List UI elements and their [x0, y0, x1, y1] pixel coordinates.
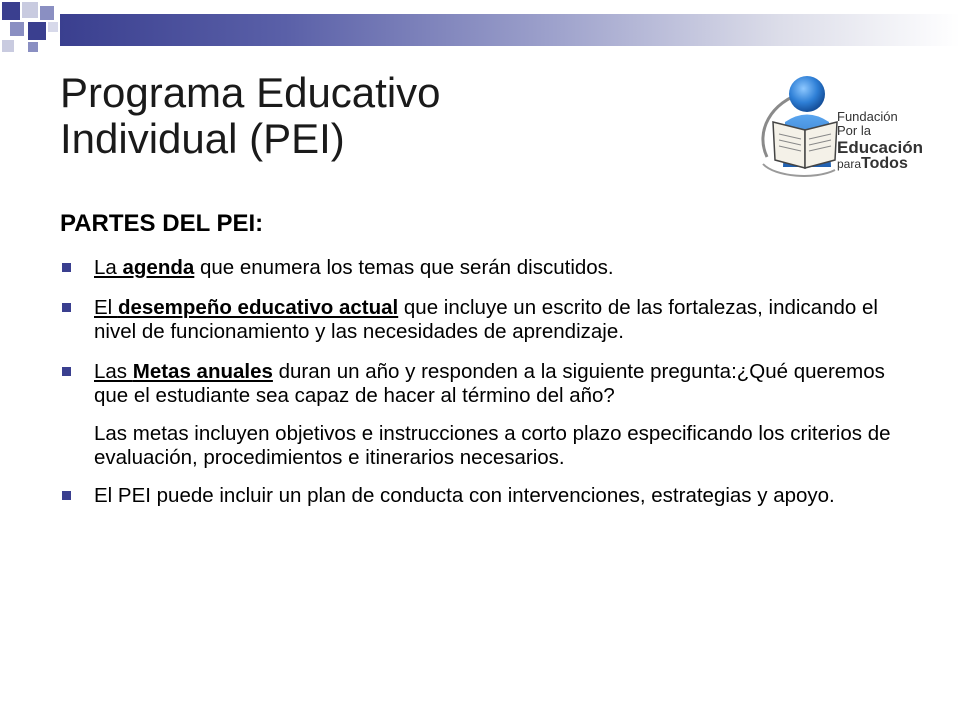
list-item — [60, 296, 900, 344]
title-line-1: Programa Educativo — [60, 69, 441, 116]
square-bullet-icon — [62, 367, 71, 376]
item-lead-text: La — [94, 256, 123, 279]
list-item — [60, 360, 900, 408]
item-key-term: agenda — [122, 256, 195, 279]
logo-text-line3: Educación — [837, 138, 923, 157]
item-underlined-lead — [94, 296, 398, 319]
item-key-term: desempeño educativo actual — [117, 296, 399, 319]
deco-square — [2, 2, 20, 20]
deco-square — [48, 22, 58, 32]
square-bullet-icon — [62, 263, 71, 272]
header-gradient-bar — [60, 14, 960, 46]
logo-text — [837, 110, 923, 171]
logo-text-line2: Por la — [837, 123, 871, 138]
list-item — [60, 484, 900, 508]
item-text: duran un año y responden a la siguiente pregunta:¿Qué queremos que el estudiante sea capaz de hacer al término del año? — [94, 360, 885, 407]
item-text: que incluye un escrito de las fortalezas, indicando el nivel de funcionamiento y las necesidades de aprendizaje. — [94, 296, 878, 343]
deco-square — [28, 42, 38, 52]
item-underlined-lead — [94, 256, 194, 279]
square-bullet-icon — [62, 491, 71, 500]
deco-square — [28, 22, 46, 40]
page-title — [60, 70, 441, 162]
deco-square — [2, 40, 14, 52]
square-bullet-icon — [62, 303, 71, 312]
parts-list-continued — [60, 484, 900, 508]
title-line-2: Individual (PEI) — [60, 115, 345, 162]
item-lead-text: El — [94, 296, 118, 319]
deco-square — [10, 22, 24, 36]
slide-content — [60, 210, 900, 524]
logo-text-todos: Todos — [861, 155, 908, 172]
deco-square — [22, 2, 38, 18]
foundation-logo — [745, 72, 945, 182]
item-text: que enumera los temas que serán discutidos. — [194, 256, 614, 279]
item-lead-text: Las — [94, 360, 133, 383]
parts-list — [60, 256, 900, 408]
section-heading: PARTES DEL PEI: — [60, 210, 264, 237]
goals-paragraph: Las metas incluyen objetivos e instrucciones a corto plazo especificando los criterios de evaluación, procedimientos e itinerarios necesarios. — [94, 422, 891, 469]
item-text: El PEI puede incluir un plan de conducta con intervenciones, estrategias y apoyo. — [94, 484, 835, 507]
list-item — [60, 256, 900, 280]
item-underlined-lead — [94, 360, 273, 383]
logo-text-line1: Fundación — [837, 109, 898, 124]
item-key-term: Metas anuales — [132, 360, 273, 383]
logo-text-line4 — [837, 157, 923, 171]
logo-text-para: para — [837, 157, 862, 171]
deco-square — [40, 6, 54, 20]
